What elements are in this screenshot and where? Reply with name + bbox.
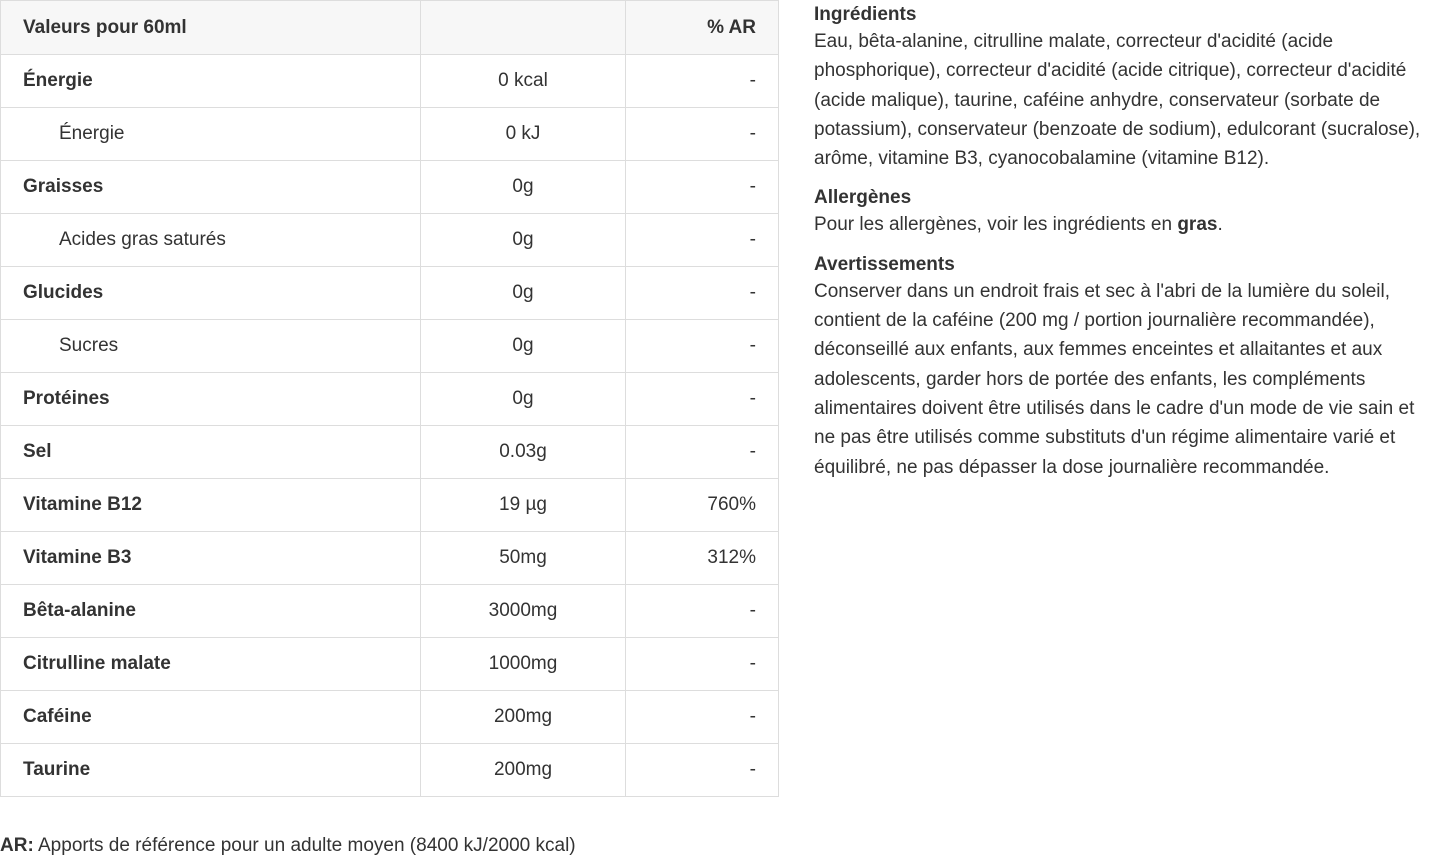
product-info [814,2,1426,494]
nutrition-row [1,638,779,691]
nutrient-value: 50mg [421,532,626,585]
nutrition-row [1,108,779,161]
nutrition-row [1,55,779,108]
nutrient-name: Bêta-alanine [1,585,421,638]
allergens-text-after: . [1217,214,1223,236]
nutrient-name: Protéines [1,373,421,426]
nutrient-ar: - [626,373,779,426]
nutrient-name: Acides gras saturés [1,214,421,267]
nutrient-ar: 312% [626,532,779,585]
nutrient-ar: - [626,267,779,320]
nutrition-row [1,479,779,532]
allergens-text [814,210,1426,239]
warnings-text: Conserver dans un endroit frais et sec à l'abri de la lumière du soleil, contient de la caféine (200 mg / portion journalière recommandée), déconseillé aux enfants, aux femmes enceintes et allaitantes et aux adolescents, garder hors de portée des enfants, les compléments alimentaires doivent être utilisés dans le cadre d'un mode de vie sain et ne pas être utilisés comme substituts d'un régime alimentaire varié et équilibré, ne pas dépasser la dose journalière recommandée. [814,280,1415,478]
nutrient-name: Sel [1,426,421,479]
nutrition-header-row [1,1,779,55]
nutrient-value: 0g [421,267,626,320]
nutrient-name: Vitamine B3 [1,532,421,585]
nutrition-row [1,373,779,426]
nutrient-name: Graisses [1,161,421,214]
allergens-title: Allergènes [814,187,912,209]
nutrition-row [1,426,779,479]
nutrient-value: 1000mg [421,638,626,691]
nutrient-name: Vitamine B12 [1,479,421,532]
nutrient-name: Caféine [1,691,421,744]
ingredients-text: Eau, bêta-alanine, citrulline malate, correcteur d'acidité (acide phosphorique), correcteur d'acidité (acide citrique), correcteur d'acidité (acide malique), taurine, caféine anhydre, conservateur (sorbate de potassium), conservateur (benzoate de sodium), edulcorant (sucralose), arôme, vitamine B3, cyanocobalamine (vitamine B12). [814,31,1421,170]
nutrient-ar: 760% [626,479,779,532]
ar-footnote [0,835,576,857]
nutrient-value: 0 kcal [421,55,626,108]
nutrient-ar: - [626,214,779,267]
allergens-text-before: Pour les allergènes, voir les ingrédients en [814,214,1178,236]
header-value [421,1,626,55]
nutrition-row [1,585,779,638]
header-label: Valeurs pour 60ml [1,1,421,55]
nutrient-ar: - [626,161,779,214]
nutrient-value: 0g [421,320,626,373]
allergens-bold: gras [1177,214,1218,236]
nutrient-name: Énergie [1,55,421,108]
nutrient-value: 0 kJ [421,108,626,161]
nutrition-row [1,744,779,797]
nutrition-row [1,214,779,267]
nutrition-row [1,320,779,373]
nutrient-name: Citrulline malate [1,638,421,691]
nutrient-ar: - [626,108,779,161]
nutrient-ar: - [626,585,779,638]
header-ar: % AR [626,1,779,55]
nutrient-name: Sucres [1,320,421,373]
nutrition-row [1,532,779,585]
nutrient-name: Taurine [1,744,421,797]
nutrient-ar: - [626,426,779,479]
nutrition-table-body [1,55,779,797]
footnote-text: Apports de référence pour un adulte moyen (8400 kJ/2000 kcal) [33,835,576,856]
nutrient-value: 3000mg [421,585,626,638]
nutrient-name: Énergie [1,108,421,161]
nutrient-value: 200mg [421,691,626,744]
nutrient-ar: - [626,638,779,691]
nutrient-value: 0.03g [421,426,626,479]
nutrient-value: 200mg [421,744,626,797]
nutrient-ar: - [626,55,779,108]
nutrient-value: 0g [421,373,626,426]
warnings-title: Avertissements [814,253,955,275]
nutrient-name: Glucides [1,267,421,320]
nutrition-row [1,161,779,214]
nutrient-ar: - [626,691,779,744]
nutrition-row [1,691,779,744]
nutrient-ar: - [626,320,779,373]
nutrient-ar: - [626,744,779,797]
nutrient-value: 19 µg [421,479,626,532]
ingredients-title: Ingrédients [814,4,917,25]
footnote-label: AR: [0,835,34,856]
nutrient-value: 0g [421,161,626,214]
nutrition-row [1,267,779,320]
nutrient-value: 0g [421,214,626,267]
